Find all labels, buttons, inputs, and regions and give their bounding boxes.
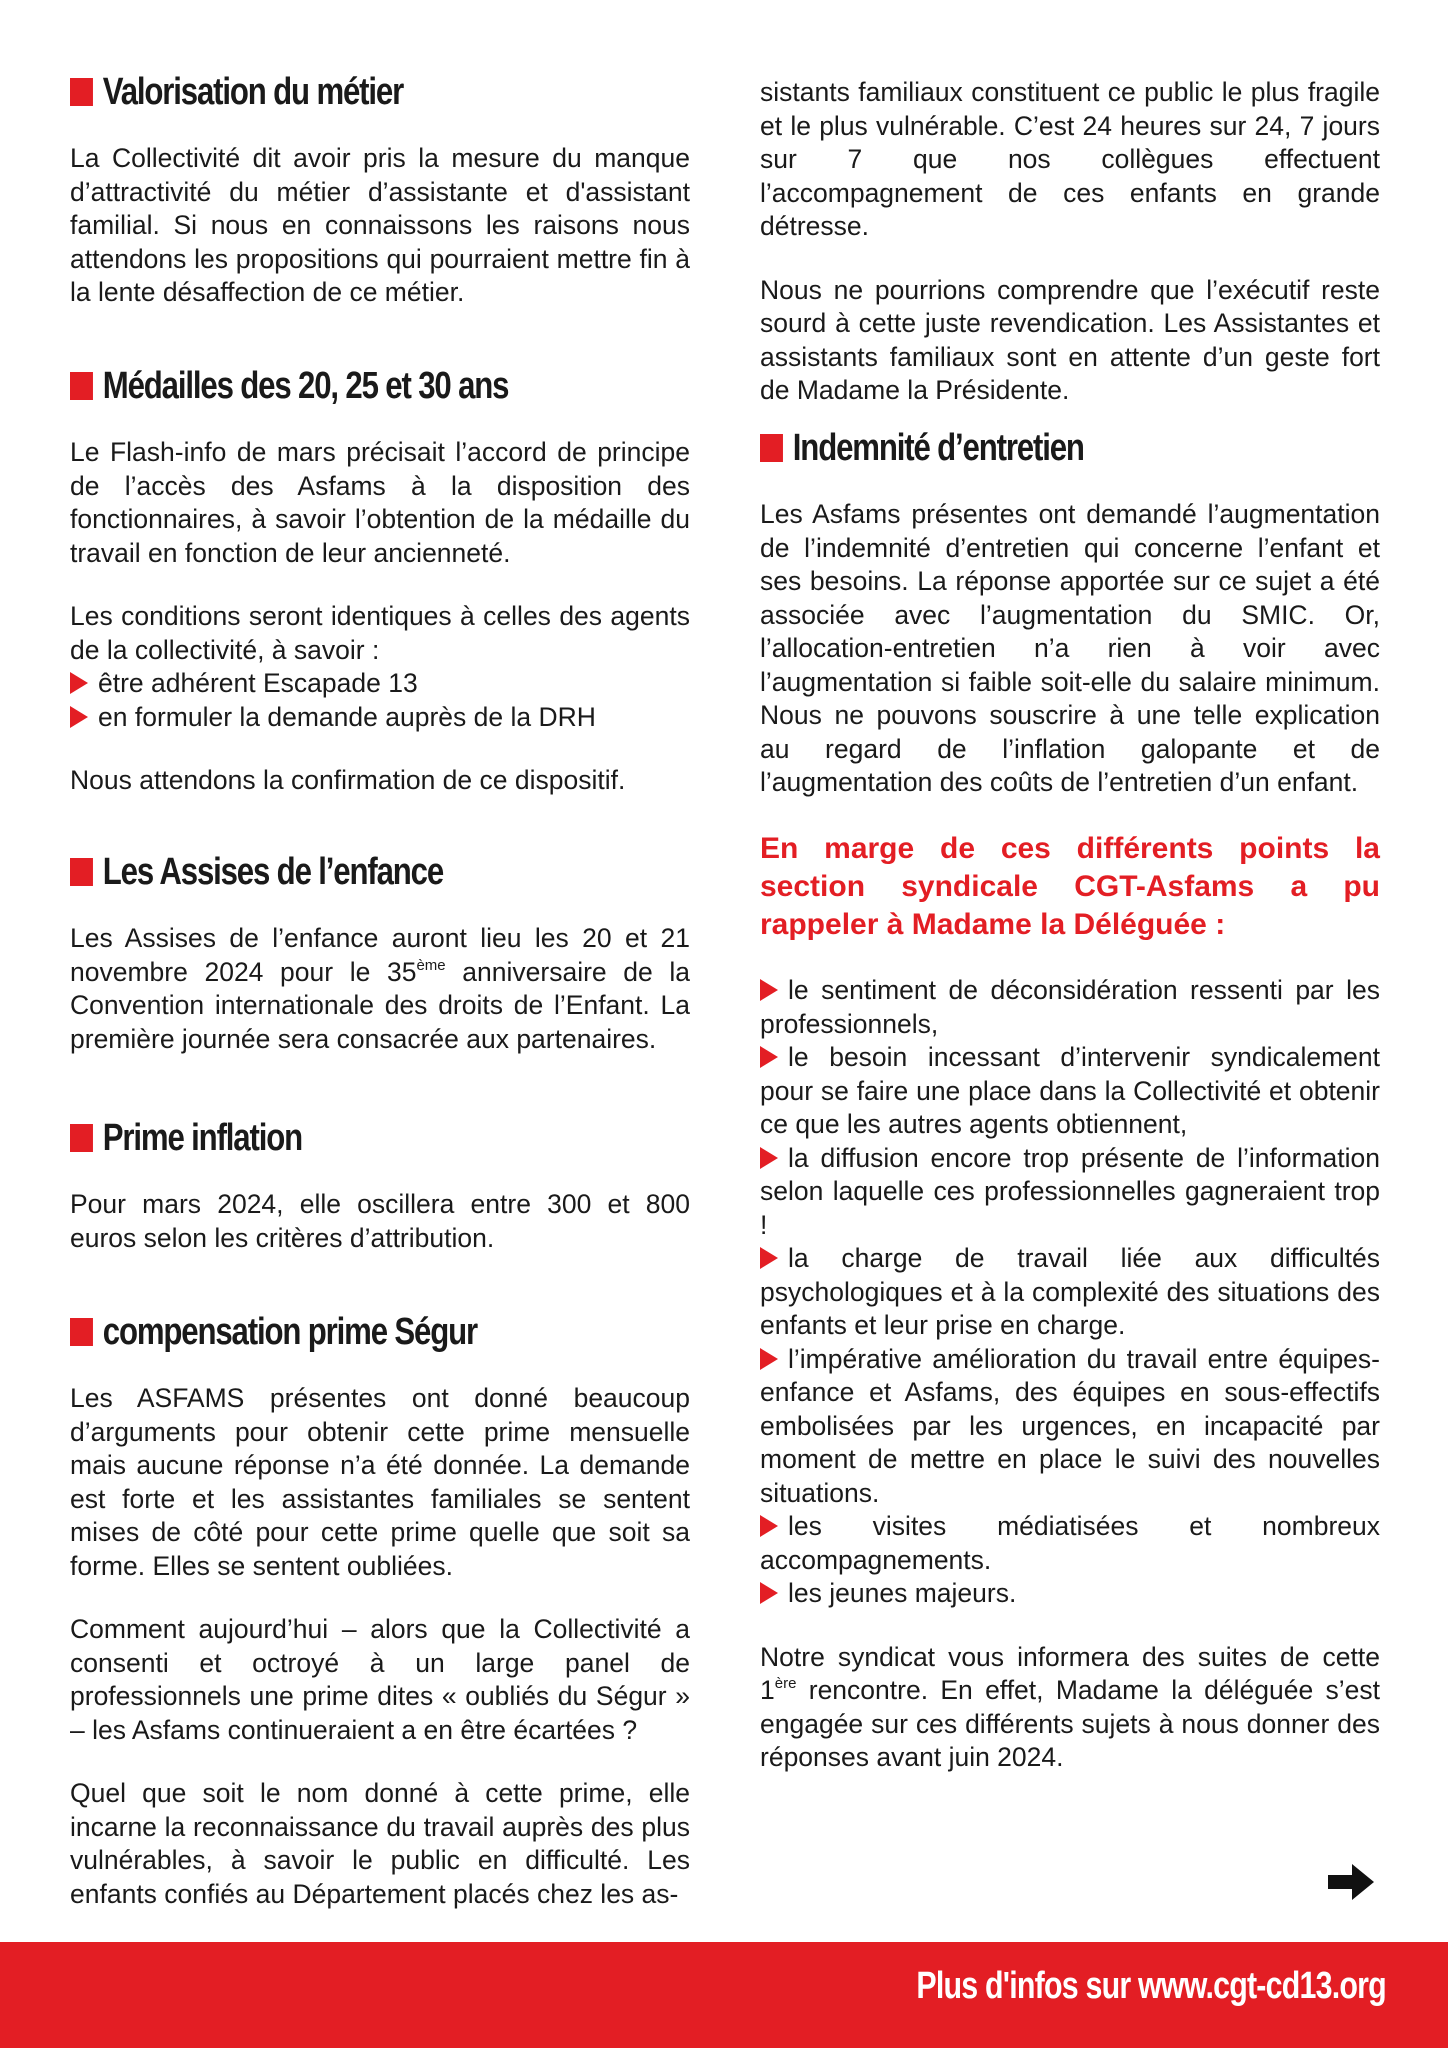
section-heading: Les Assises de l’enfance bbox=[70, 848, 578, 896]
list-item: le sentiment de déconsidération ressenti par les professionnels, bbox=[760, 975, 1380, 1039]
paragraph: Le Flash-info de mars précisait l’accord de principe de l’accès des Asfams à la disposition des fonctionnaires, à savoir l’obtention de la médaille du travail en fonction de leur ancienneté. bbox=[70, 437, 690, 568]
section-valorisation bbox=[70, 68, 690, 310]
paragraph: Nous ne pourrions comprendre que l’exécutif reste sourd à cette juste revendication. Les Assistantes et assistants familiaux sont en attente d’un geste fort de Madame la Présidente. bbox=[760, 274, 1380, 405]
section-rappel bbox=[760, 830, 1380, 1775]
red-triangle-icon bbox=[70, 672, 88, 694]
list-item: le besoin incessant d’intervenir syndicalement pour se faire une place dans la Collectivité et obtenir ce que les autres agents obtiennent, bbox=[760, 1042, 1380, 1139]
section-heading: Médailles des 20, 25 et 30 ans bbox=[70, 362, 578, 410]
section-heading: Indemnité d’entretien bbox=[760, 424, 1268, 472]
bullet-list bbox=[760, 974, 1380, 1611]
paragraph: Les Assises de l’enfance auront lieu les 20 et 21 novembre 2024 pour le 35ème anniversaire de la Convention internationale des droits de l’Enfant. La première journée sera consacrée aux partenaires. bbox=[70, 923, 691, 1054]
section-prime-segur bbox=[70, 1308, 690, 1911]
paragraph: Pour mars 2024, elle oscillera entre 300 et 800 euros selon les critères d’attribution. bbox=[70, 1189, 690, 1253]
paragraph: Les ASFAMS présentes ont donné beaucoup d’arguments pour obtenir cette prime mensuelle mais aucune réponse n’a été donnée. La demande est forte et les assistantes familiales se sentent mises de côté pour cette prime quelle que soit sa forme. Elles se sentent oubliées. bbox=[70, 1383, 690, 1581]
section-prime-inflation bbox=[70, 1114, 690, 1255]
red-triangle-icon bbox=[760, 1582, 778, 1604]
footer-bar bbox=[0, 1942, 1448, 2048]
paragraph: La Collectivité dit avoir pris la mesure du manque d’attractivité du métier d’assistante et d'assistant familial. Si nous en connaissons les raisons nous attendons les propositions qui pourraient mettre fin à la lente désaffection de ce métier. bbox=[70, 143, 690, 307]
red-triangle-icon bbox=[760, 1247, 778, 1269]
section-indemnite bbox=[760, 424, 1380, 800]
paragraph: Nous attendons la confirmation de ce dispositif. bbox=[70, 765, 626, 795]
section-medailles bbox=[70, 362, 690, 798]
paragraph: Quel que soit le nom donné à cette prime, elle incarne la reconnaissance du travail auprès des plus vulnérables, à savoir le public en difficulté. Les enfants confiés au Département placés chez les as- bbox=[70, 1778, 690, 1909]
paragraph: sistants familiaux constituent ce public le plus fragile et le plus vulnérable. C’est 24 heures sur 24, 7 jours sur 7 que nos collègues effectuent l’accompagnement de ces enfants en grande détresse. bbox=[760, 77, 1380, 241]
bullet-item: en formuler la demande auprès de la DRH bbox=[70, 701, 690, 735]
section-heading: Prime inflation bbox=[70, 1114, 578, 1162]
list-item: les jeunes majeurs. bbox=[760, 1577, 1380, 1611]
footer-website-link[interactable]: Plus d'infos sur www.cgt-cd13.org bbox=[916, 1965, 1386, 2007]
red-square-icon bbox=[70, 858, 93, 886]
red-square-icon bbox=[70, 78, 93, 106]
red-triangle-icon bbox=[760, 1147, 778, 1169]
lead-statement: En marge de ces différents points la section syndicale CGT-Asfams a pu rappeler à Madame la Déléguée : bbox=[760, 832, 1380, 941]
paragraph: Les conditions seront identiques à celles des agents de la collectivité, à savoir : bbox=[70, 601, 690, 665]
bullet-item: être adhérent Escapade 13 bbox=[70, 667, 690, 701]
red-square-icon bbox=[70, 372, 93, 400]
red-square-icon bbox=[760, 434, 783, 462]
red-triangle-icon bbox=[760, 1515, 778, 1537]
red-square-icon bbox=[70, 1318, 93, 1346]
section-heading: Valorisation du métier bbox=[70, 68, 578, 116]
list-item: l’impérative amélioration du travail entre équipes-enfance et Asfams, des équipes en sous-effectifs embolisées par les urgences, en incapacité par moment de mettre en place le suivi des nouvelles situations. bbox=[760, 1343, 1380, 1508]
red-triangle-icon bbox=[760, 1348, 778, 1370]
section-assises bbox=[70, 848, 690, 1056]
section-heading: compensation prime Ségur bbox=[70, 1308, 578, 1356]
continuation bbox=[760, 76, 1380, 408]
list-item: la charge de travail liée aux difficultés psychologiques et à la complexité des situations des enfants et leur prise en charge. bbox=[760, 1243, 1380, 1340]
paragraph: Les Asfams présentes ont demandé l’augmentation de l’indemnité d’entretien qui concerne l’enfant et ses besoins. La réponse apportée sur ce sujet a été associée avec l’augmentation du SMIC. Or, l’allocation-entretien n’a rien à voir avec l’augmentation si faible soit-elle du salaire minimum. Nous ne pouvons souscrire à une telle explication au regard de l’inflation galopante et de l’augmentation des coûts de l’entretien d’un enfant. bbox=[760, 499, 1380, 797]
list-item: les visites médiatisées et nombreux accompagnements. bbox=[760, 1511, 1380, 1575]
paragraph: Comment aujourd’hui – alors que la Collectivité a consenti et octroyé à un large panel de professionnels une prime dites « oubliés du Ségur » – les Asfams continueraient a en être écartées ? bbox=[70, 1614, 690, 1745]
list-item: la diffusion encore trop présente de l’information selon laquelle ces professionnelles gagneraient trop ! bbox=[760, 1142, 1380, 1240]
red-triangle-icon bbox=[760, 1046, 778, 1068]
arrow-right-icon bbox=[1328, 1862, 1376, 1902]
red-square-icon bbox=[70, 1124, 93, 1152]
closing-paragraph: Notre syndicat vous informera des suites de cette 1ère rencontre. En effet, Madame la déléguée s’est engagée sur ces différents sujets à nous donner des réponses avant juin 2024. bbox=[760, 1641, 1380, 1772]
red-triangle-icon bbox=[760, 979, 778, 1001]
red-triangle-icon bbox=[70, 706, 88, 728]
